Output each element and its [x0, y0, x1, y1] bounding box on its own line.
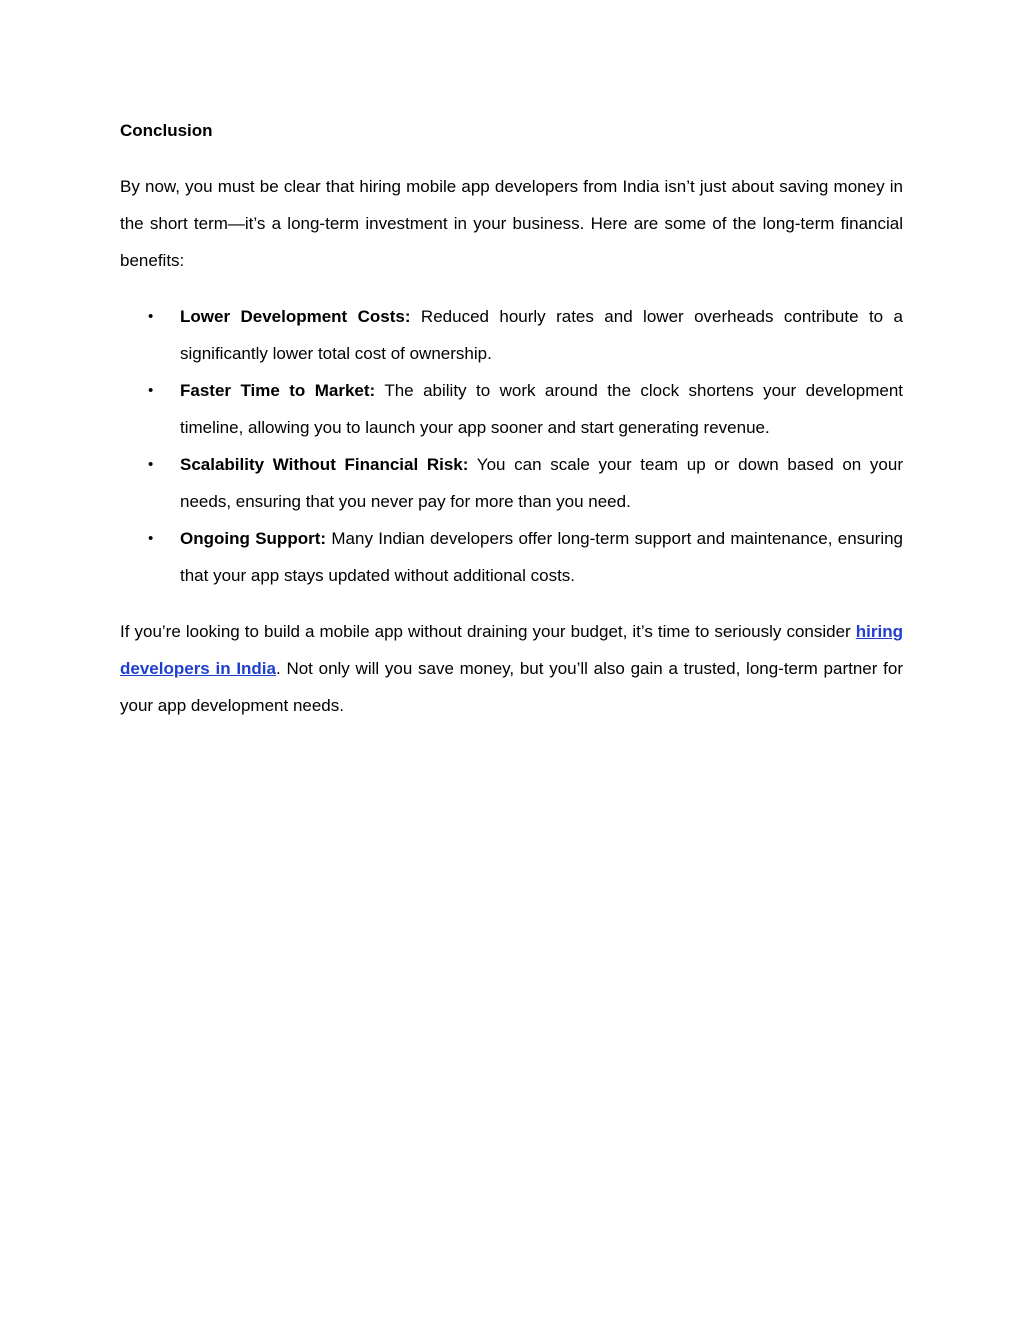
bullet-icon: •	[148, 308, 154, 325]
closing-paragraph	[120, 613, 903, 724]
benefit-text: The ability to work around the clock shortens your development timeline, allowing you to launch your app sooner and start generating revenue.	[180, 381, 903, 437]
intro-paragraph: By now, you must be clear that hiring mobile app developers from India isn’t just about saving money in the short term—it’s a long-term investment in your business. Here are some of the long-term financial benefits:	[120, 177, 903, 270]
document-page	[120, 112, 903, 743]
hiring-developers-link[interactable]: hiring developers in India	[120, 622, 903, 678]
list-item	[120, 298, 903, 372]
section-heading: Conclusion	[120, 121, 213, 140]
benefit-text: Reduced hourly rates and lower overheads contribute to a significantly lower total cost of ownership.	[180, 307, 903, 363]
list-item	[120, 520, 903, 594]
list-item	[120, 372, 903, 446]
list-item	[120, 446, 903, 520]
closing-text-after: . Not only will you save money, but you’ll also gain a trusted, long-term partner for your app development needs.	[120, 659, 903, 715]
bullet-icon: •	[148, 382, 154, 399]
benefit-term: Ongoing Support:	[180, 529, 327, 548]
bullet-icon: •	[148, 456, 154, 473]
closing-text-before: If you’re looking to build a mobile app without draining your budget, it’s time to seriously consider	[120, 622, 856, 641]
benefit-text: You can scale your team up or down based on your needs, ensuring that you never pay for more than you need.	[180, 455, 903, 511]
benefit-term: Scalability Without Financial Risk:	[180, 455, 469, 474]
benefits-list	[120, 298, 903, 594]
benefit-term: Lower Development Costs:	[180, 307, 411, 326]
benefit-text: Many Indian developers offer long-term support and maintenance, ensuring that your app stays updated without additional costs.	[180, 529, 904, 585]
benefit-term: Faster Time to Market:	[180, 381, 376, 400]
bullet-icon: •	[148, 530, 154, 547]
